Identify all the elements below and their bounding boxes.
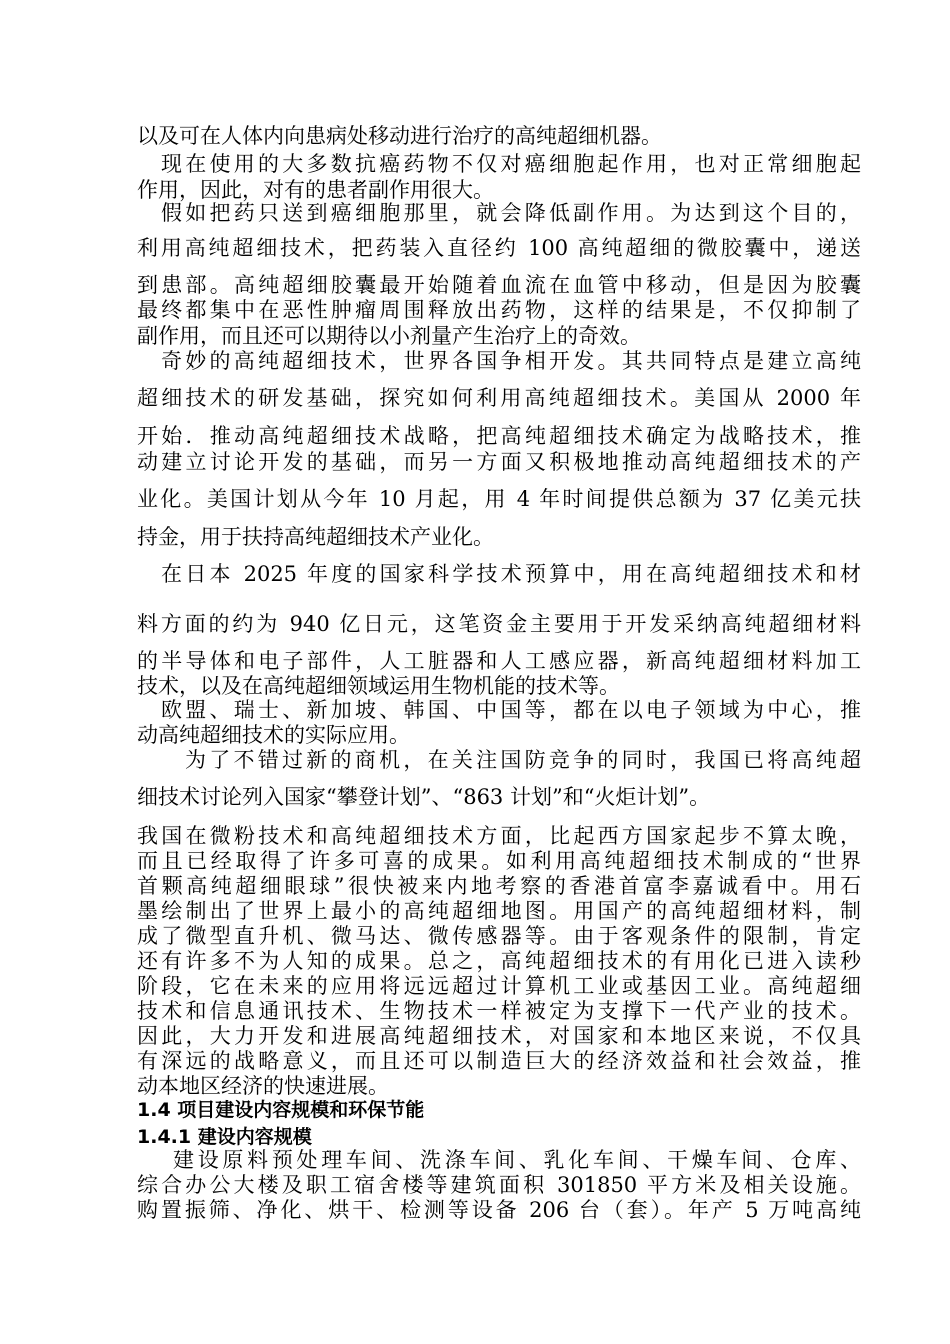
subsection-heading: 1.4.1 建设内容规模 (137, 1126, 312, 1148)
text-line: 持金，用于扶持高纯超细技术产业化。 (137, 525, 494, 549)
text-line: 动本地区经济的快速进展。 (137, 1074, 389, 1098)
text-line: 欧盟、瑞士、新加坡、韩国、中国等，都在以电子领域为中心，推 (161, 698, 861, 722)
text-line: 最终都集中在恶性肿瘤周围释放出药物，这样的结果是，不仅抑制了 (137, 298, 861, 322)
text-line: 阶段，它在未来的应用将远远超过计算机工业或基因工业。高纯超细 (137, 974, 861, 998)
text-line: 有深远的战略意义，而且还可以制造巨大的经济效益和社会效益，推 (137, 1049, 861, 1073)
text-line: 副作用，而且还可以期待以小剂量产生治疗上的奇效。 (137, 324, 641, 348)
text-line: 作用，因此，对有的患者副作用很大。 (137, 178, 494, 202)
text-line: 的半导体和电子部件，人工脏器和人工感应器，新高纯超细材料加工 (137, 649, 861, 673)
text-line: 料方面的约为 940 亿日元，这笔资金主要用于开发采纳高纯超细材料 (137, 612, 861, 636)
text-line: 动建立讨论开发的基础，而另一方面又积极地推动高纯超细技术的产 (137, 450, 861, 474)
text-line: 为了不错过新的商机，在关注国防竞争的同时，我国已将高纯超 (185, 748, 861, 772)
text-line: 成了微型直升机、微马达、微传感器等。由于客观条件的限制，肯定 (137, 924, 861, 948)
text-line: 在日本 2025 年度的国家科学技术预算中，用在高纯超细技术和材 (161, 562, 861, 586)
text-line: 动高纯超细技术的实际应用。 (137, 723, 410, 747)
text-line: 业化。美国计划从今年 10 月起，用 4 年时间提供总额为 37 亿美元扶 (137, 487, 861, 511)
text-line: 购置振筛、净化、烘干、检测等设备 206 台（套）。年产 5 万吨高纯 (137, 1198, 861, 1222)
text-line: 开始．推动高纯超细技术战略，把高纯超细技术确定为战略技术，推 (137, 424, 861, 448)
text-line: 建设原料预处理车间、洗涤车间、乳化车间、干燥车间、仓库、 (173, 1148, 861, 1172)
text-line: 而且已经取得了许多可喜的成果。如利用高纯超细技术制成的“世界 (137, 849, 861, 873)
text-line: 我国在微粉技术和高纯超细技术方面，比起西方国家起步不算太晚， (137, 824, 861, 848)
text-line: 到患部。高纯超细胶囊最开始随着血流在血管中移动，但是因为胶囊 (137, 273, 861, 297)
text-line: 还有许多不为人知的成果。总之，高纯超细技术的有用化已进入读秒 (137, 949, 861, 973)
text-line: 利用高纯超细技术，把药装入直径约 100 高纯超细的微胶囊中，递送 (137, 236, 861, 260)
section-heading: 1.4 项目建设内容规模和环保节能 (137, 1099, 425, 1121)
text-line: 以及可在人体内向患病处移动进行治疗的高纯超细机器。 (137, 124, 662, 148)
text-line: 首颗高纯超细眼球”很快被来内地考察的香港首富李嘉诚看中。用石 (137, 874, 861, 898)
text-line: 超细技术的研发基础，探究如何利用高纯超细技术。美国从 2000 年 (137, 386, 861, 410)
text-line: 细技术讨论列入国家“攀登计划”、“863 计划”和“火炬计划”。 (137, 785, 711, 809)
text-line: 因此，大力开发和进展高纯超细技术，对国家和本地区来说，不仅具 (137, 1024, 861, 1048)
text-line: 现在使用的大多数抗癌药物不仅对癌细胞起作用，也对正常细胞起 (161, 152, 861, 176)
text-line: 综合办公大楼及职工宿舍楼等建筑面积 301850 平方米及相关设施。 (137, 1173, 861, 1197)
text-line: 技术和信息通讯技术、生物技术一样被定为支撑下一代产业的技术。 (137, 999, 861, 1023)
text-line: 技术，以及在高纯超细领域运用生物机能的技术等。 (137, 674, 620, 698)
text-line: 假如把药只送到癌细胞那里，就会降低副作用。为达到这个目的， (161, 201, 861, 225)
text-line: 奇妙的高纯超细技术，世界各国争相开发。其共同特点是建立高纯 (161, 349, 861, 373)
text-line: 墨绘制出了世界上最小的高纯超细地图。用国产的高纯超细材料，制 (137, 899, 861, 923)
